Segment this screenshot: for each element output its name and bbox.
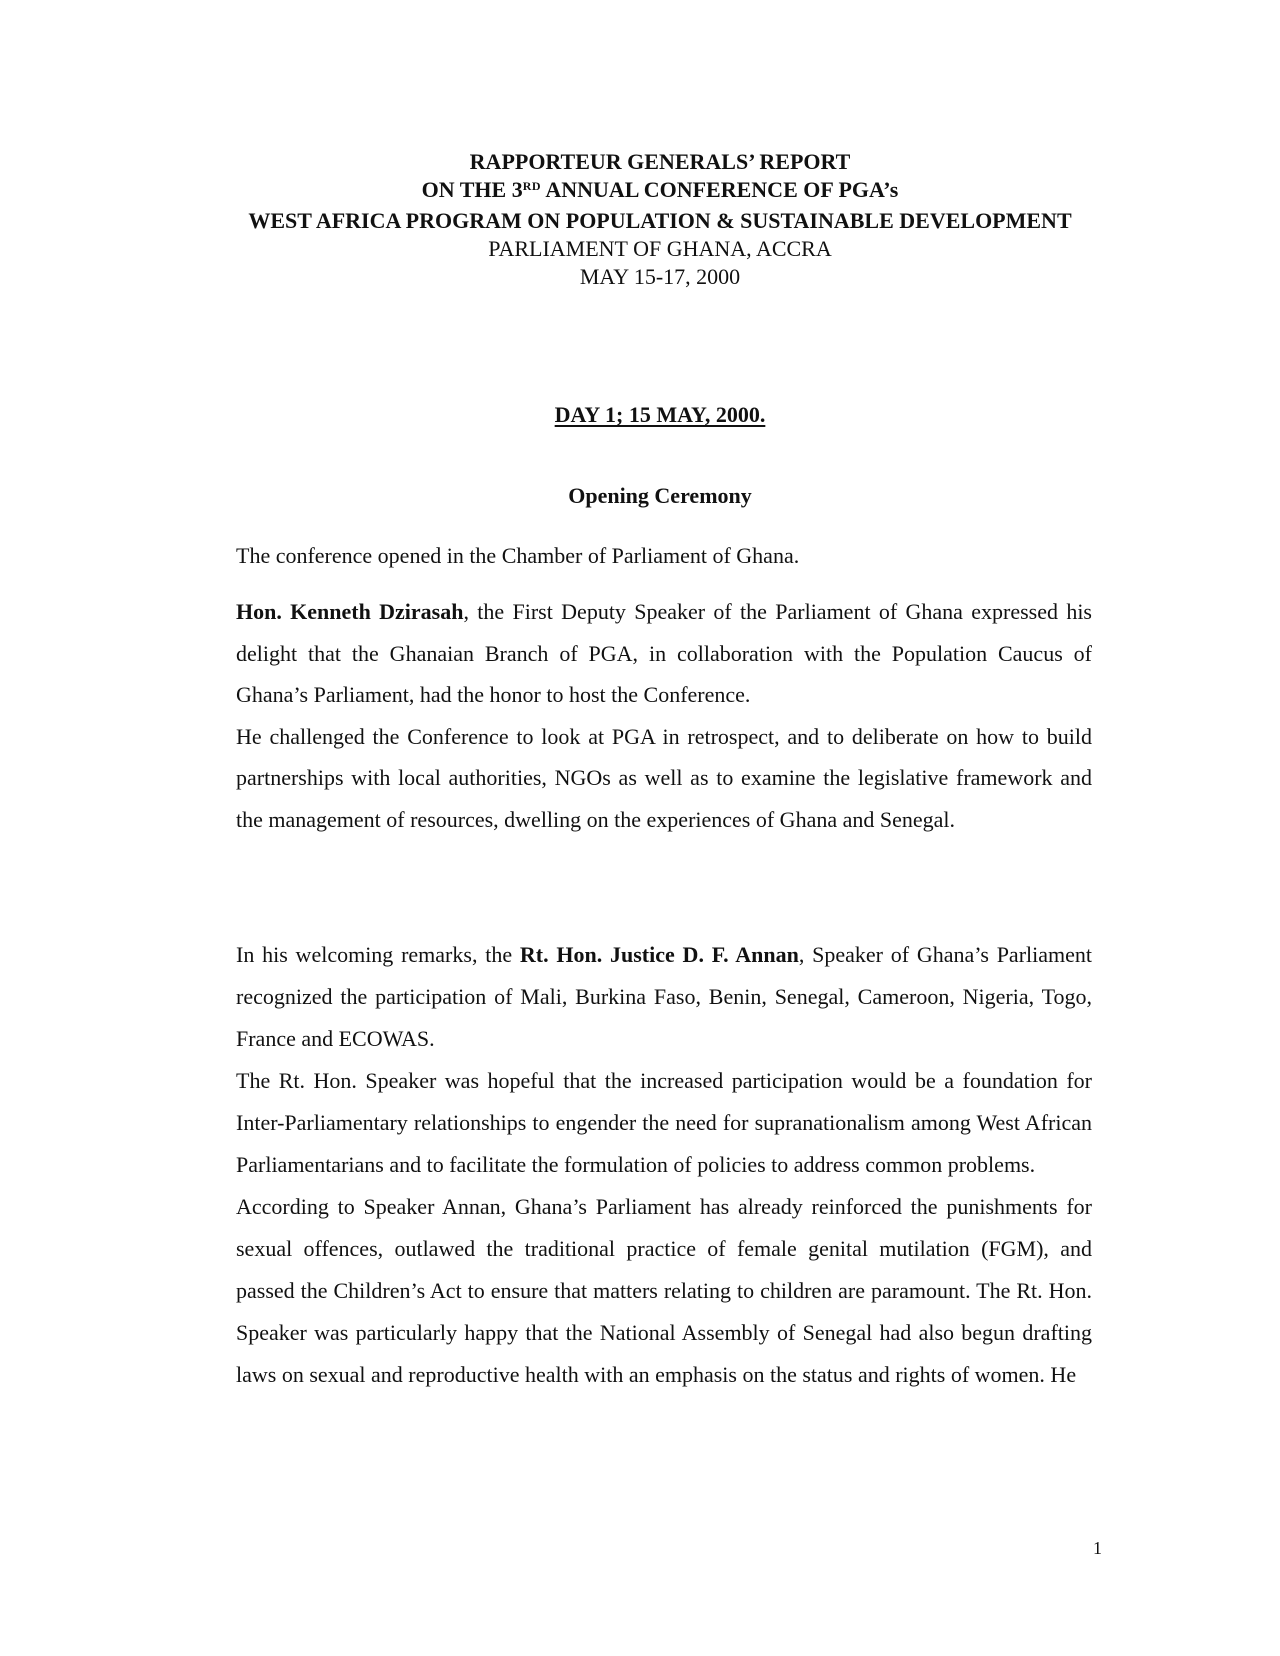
day-heading: [0, 402, 1280, 428]
page-number: 1: [1093, 1538, 1102, 1558]
header-venue: PARLIAMENT OF GHANA, ACCRA: [488, 236, 832, 261]
paragraph-2-text-1: , the First Deputy Speaker of the Parliament of Ghana expressed his delight that the Ghanaian Branch of PGA, in collaboration with the Population Caucus of Ghana’s Parliament, had the honor to host the Conference.: [236, 599, 1092, 707]
paragraph-3-intro: In his welcoming remarks, the: [236, 942, 520, 967]
paragraph-3: [236, 934, 1092, 1396]
header-line-2-start: ON THE 3: [421, 177, 523, 202]
header-date: MAY 15-17, 2000: [579, 264, 741, 289]
header-line-2-superscript: RD: [522, 179, 542, 193]
header-title-line-1: RAPPORTEUR GENERALS’ REPORT: [469, 149, 851, 174]
paragraph-2-part-2: He challenged the Conference to look at PGA in retrospect, and to deliberate on how to build partnerships with local authorities, NGOs as well as to examine the legislative framework and the management of resources, dwelling on the experiences of Ghana and Senegal.: [236, 723, 1092, 832]
report-header: [0, 148, 1280, 291]
paragraph-3-part-3: According to Speaker Annan, Ghana’s Parliament has already reinforced the punishments for sexual offences, outlawed the traditional practice of female genital mutilation (FGM), and passed the Children’s Act to ensure that matters relating to children are paramount. The Rt. Hon. Speaker was particularly happy that the National Assembly of Senegal had also begun drafting laws on sexual and reproductive health with an emphasis on the status and rights of women. He: [236, 1194, 1092, 1387]
paragraph-3-part-1: [236, 934, 1092, 1060]
section-heading: Opening Ceremony: [568, 483, 752, 508]
paragraph-3-text-1: , Speaker of Ghana’s Parliament recognized the participation of Mali, Burkina Faso, Benin, Senegal, Cameroon, Nigeria, Togo, France and ECOWAS.: [236, 942, 1093, 1051]
speaker-name-annan: Rt. Hon. Justice D. F. Annan: [519, 942, 799, 967]
paragraph-2-part-1: [236, 591, 1092, 716]
paragraph-2: [236, 591, 1092, 840]
header-title-line-3: WEST AFRICA PROGRAM ON POPULATION & SUSTAINABLE DEVELOPMENT: [248, 208, 1072, 233]
header-title-line-2: [0, 176, 1280, 207]
paragraph-3-part-2: The Rt. Hon. Speaker was hopeful that the increased participation would be a foundation for Inter-Parliamentary relationships to engender the need for supranationalism among West African Parliamentarians and to facilitate the formulation of policies to address common problems.: [236, 1068, 1092, 1177]
speaker-name-dzirasah: Hon. Kenneth Dzirasah: [236, 599, 464, 624]
paragraph-1: The conference opened in the Chamber of Parliament of Ghana.: [236, 543, 800, 568]
day-heading-text: DAY 1; 15 MAY, 2000.: [554, 402, 766, 427]
header-line-2-end: ANNUAL CONFERENCE OF PGA’s: [541, 177, 899, 202]
